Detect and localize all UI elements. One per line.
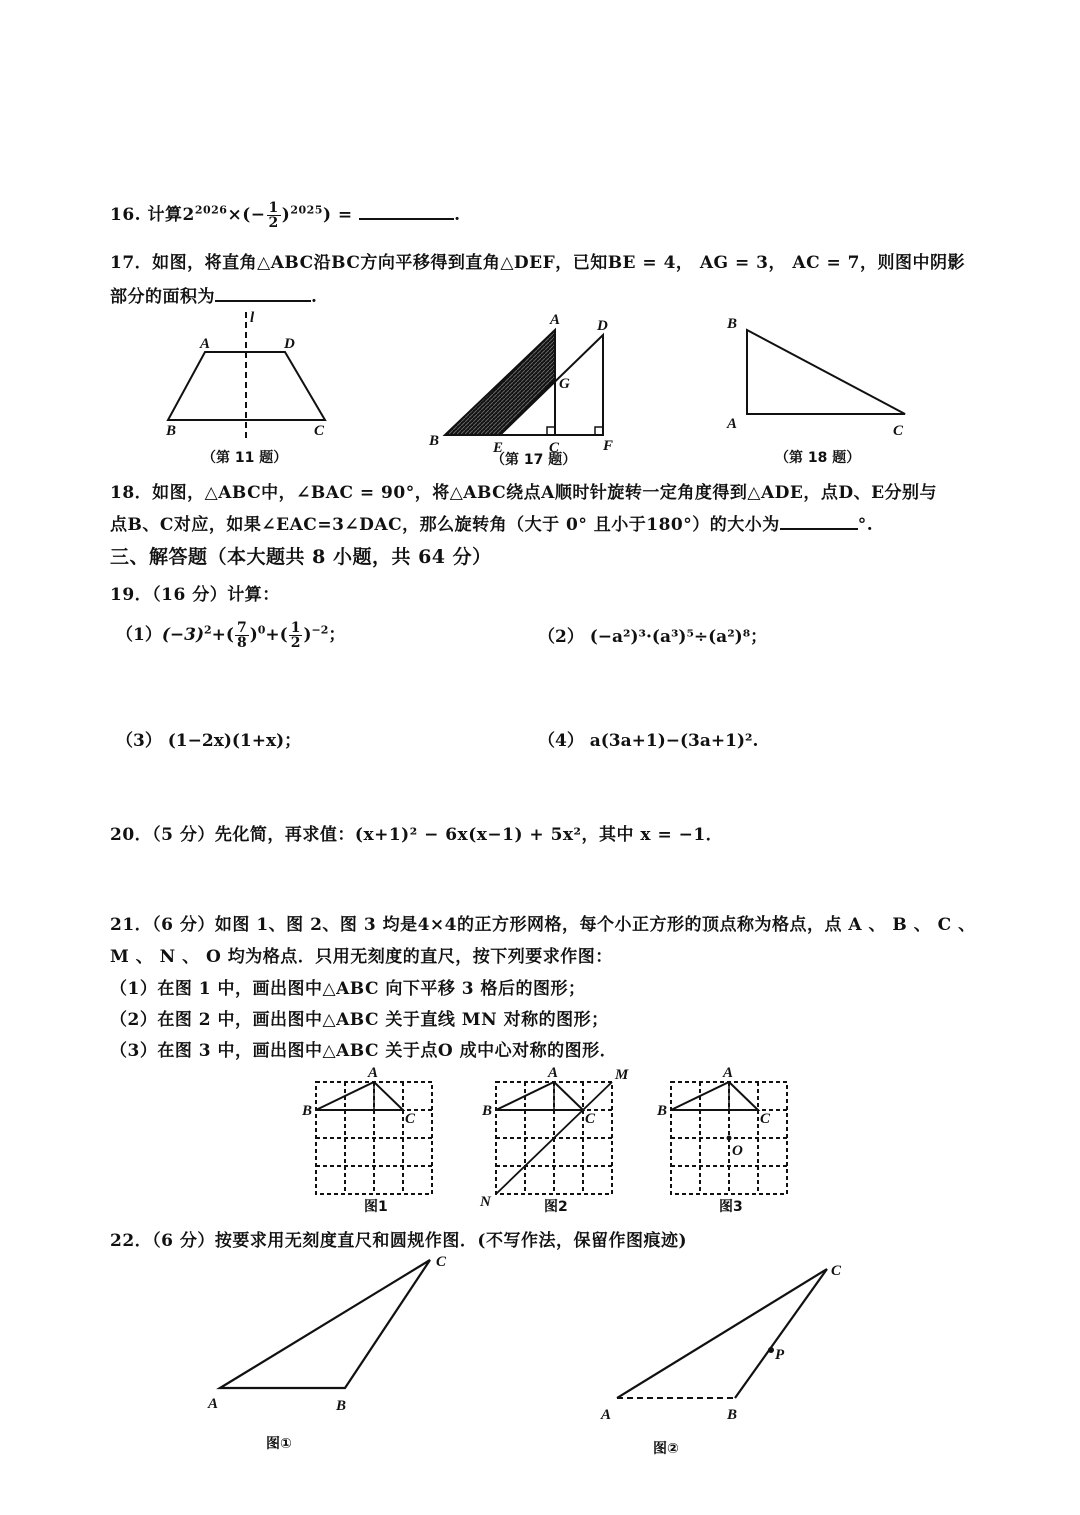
label-B: B bbox=[429, 433, 440, 449]
grid-figure-1 bbox=[300, 1063, 450, 1213]
caption-q22-fig2: 图② bbox=[653, 1441, 679, 1457]
caption-18: （第 18 题） bbox=[775, 450, 861, 466]
caption-q22-fig1: 图① bbox=[266, 1436, 292, 1452]
section-3-heading: 三、解答题（本大题共 8 小题，共 64 分） bbox=[110, 546, 492, 568]
label-M: M bbox=[615, 1067, 629, 1083]
caption-grid-2: 图2 bbox=[544, 1199, 568, 1215]
question-19-part2: （2） (−a²)³·(a³)⁵÷(a²)⁸； bbox=[538, 627, 768, 647]
grid-figure-3 bbox=[655, 1063, 805, 1213]
label-N: N bbox=[480, 1194, 491, 1210]
question-19-part3: （3） (1−2x)(1+x)； bbox=[116, 731, 302, 751]
label-A: A bbox=[200, 336, 211, 352]
answer-blank-16[interactable] bbox=[359, 202, 454, 220]
label-A: A bbox=[368, 1065, 379, 1081]
label-C: C bbox=[893, 423, 904, 439]
label-A: A bbox=[208, 1396, 219, 1412]
label-A: A bbox=[548, 1065, 559, 1081]
label-C: C bbox=[314, 423, 325, 439]
question-21-line4: （2）在图 2 中，画出图中△ABC 关于直线 MN 对称的图形； bbox=[110, 1010, 609, 1030]
answer-blank-17[interactable] bbox=[215, 284, 311, 302]
label-E: E bbox=[493, 440, 504, 456]
fraction-seven-eighths: $\frac{7}{8}$ bbox=[236, 620, 247, 651]
caption-17: （第 17 题） bbox=[491, 452, 577, 468]
q22-figure-2 bbox=[595, 1255, 875, 1485]
fraction-one-half: $\frac{1}{2}$ bbox=[268, 200, 279, 231]
figure-11-trapezoid bbox=[160, 310, 340, 466]
label-C: C bbox=[549, 440, 560, 456]
label-C: C bbox=[405, 1111, 416, 1127]
label-F: F bbox=[603, 438, 614, 454]
question-17-line1: 17．如图，将直角△ABC沿BC方向平移得到直角△DEF，已知BE = 4， AG = 3， AC = 7，则图中阴影 bbox=[110, 253, 966, 273]
question-18-line1: 18．如图，△ABC中，∠BAC = 90°，将△ABC绕点A顺时针旋转一定角度得到△ADE，点D、E分别与 bbox=[110, 483, 938, 503]
question-22-title: 22．（6 分）按要求用无刻度直尺和圆规作图．(不写作法，保留作图痕迹) bbox=[110, 1231, 687, 1251]
label-C: C bbox=[585, 1111, 596, 1127]
question-20: 20．（5 分）先化简，再求值：(x+1)² − 6x(x−1) + 5x²，其中 x = −1． bbox=[110, 825, 724, 845]
fraction-one-half: $\frac{1}{2}$ bbox=[290, 620, 301, 651]
question-19-title: 19．（16 分）计算： bbox=[110, 585, 280, 605]
grid-figure-2 bbox=[480, 1063, 640, 1213]
label-A: A bbox=[727, 416, 738, 432]
question-21-line5: （3）在图 3 中，画出图中△ABC 关于点O 成中心对称的图形． bbox=[110, 1041, 618, 1061]
label-B: B bbox=[302, 1103, 313, 1119]
question-18-line2: 点B、C对应，如果∠EAC=3∠DAC，那么旋转角（大于 0° 且小于180°）的大小为 °. bbox=[110, 510, 873, 535]
caption-11: （第 11 题） bbox=[202, 450, 288, 466]
q22-figure-1 bbox=[200, 1250, 480, 1470]
figure-18-right-triangle bbox=[725, 310, 935, 465]
label-B: B bbox=[727, 1407, 738, 1423]
label-A: A bbox=[550, 312, 561, 328]
label-C: C bbox=[436, 1254, 447, 1270]
label-B: B bbox=[166, 423, 177, 439]
caption-grid-1: 图1 bbox=[364, 1199, 388, 1215]
question-19-part1: $(1)(-3)^2+$( $\frac{7}{8}$ )$^0$+( $\frac{1}{2}$ )$^{-2}$； bbox=[116, 620, 346, 651]
caption-grid-3: 图3 bbox=[719, 1199, 743, 1215]
label-B: B bbox=[657, 1103, 668, 1119]
label-A: A bbox=[601, 1407, 612, 1423]
label-O: O bbox=[732, 1143, 743, 1159]
label-D: D bbox=[597, 318, 608, 334]
figure-17-translation bbox=[425, 310, 625, 468]
answer-blank-18[interactable] bbox=[780, 512, 858, 530]
question-21-line2: M 、 N 、 O 均为格点．只用无刻度的直尺，按下列要求作图： bbox=[110, 947, 613, 967]
label-B: B bbox=[336, 1398, 347, 1414]
question-19-part4: （4） a(3a+1)−(3a+1)². bbox=[538, 731, 759, 751]
question-17-line2: 部分的面积为 . bbox=[110, 282, 317, 307]
label-A: A bbox=[723, 1065, 734, 1081]
label-B: B bbox=[482, 1103, 493, 1119]
question-21-line1: 21．（6 分）如图 1、图 2、图 3 均是4×4的正方形网格，每个小正方形的顶点称为格点，点 A 、 B 、 C 、 bbox=[110, 915, 976, 935]
label-B: B bbox=[727, 316, 738, 332]
question-21-line3: （1）在图 1 中，画出图中△ABC 向下平移 3 格后的图形； bbox=[110, 979, 586, 999]
question-16: 16. 计算$2^{2026}\times(-$ $\frac{1}{2}$ )$^{2025}$) = . bbox=[110, 200, 461, 231]
label-G: G bbox=[559, 376, 570, 392]
label-C: C bbox=[831, 1263, 842, 1279]
label-C: C bbox=[760, 1111, 771, 1127]
label-l: l bbox=[250, 310, 255, 326]
label-P: P bbox=[775, 1347, 785, 1363]
label-D: D bbox=[284, 336, 295, 352]
